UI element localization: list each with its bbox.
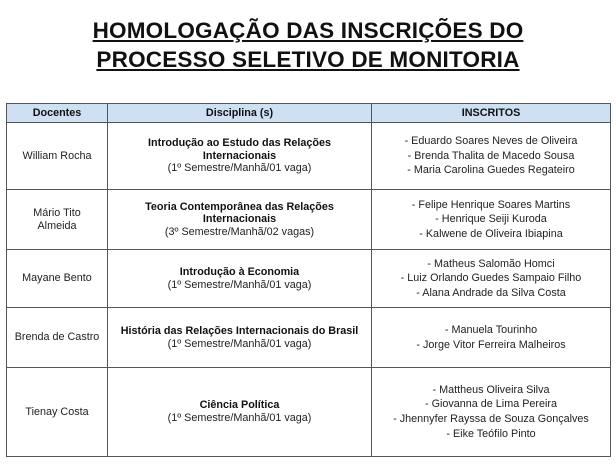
disciplina-detail: (1º Semestre/Manhã/01 vaga) — [167, 278, 312, 291]
inscrito-item: - Giovanna de Lima Pereira — [424, 398, 558, 411]
docente-cell: Brenda de Castro — [7, 308, 108, 368]
docente-cell: Mário Tito Almeida — [7, 190, 108, 250]
docente-cell: Mayane Bento — [7, 250, 108, 308]
inscrito-item: - Mattheus Oliveira Silva — [432, 383, 550, 396]
document-title — [0, 16, 616, 74]
disciplina-name: Teoria Contemporânea das Relações Internacionais — [145, 200, 334, 226]
table-row — [7, 308, 611, 368]
table-row — [7, 190, 611, 250]
inscrito-item: - Jorge Vitor Ferreira Malheiros — [416, 338, 566, 351]
inscrito-item: - Manuela Tourinho — [444, 323, 538, 336]
inscritos-cell — [372, 123, 611, 190]
disciplina-name: Ciência Política — [199, 399, 280, 412]
inscrito-item: - Kalwene de Oliveira Ibiapina — [419, 227, 563, 240]
inscritos-cell — [372, 250, 611, 308]
header-disciplina: Disciplina (s) — [108, 104, 372, 123]
docente-cell: William Rocha — [7, 123, 108, 190]
disciplina-detail: (1º Semestre/Manhã/01 vaga) — [167, 337, 312, 350]
applicants-table — [6, 103, 611, 457]
disciplina-cell — [108, 250, 372, 308]
table-row — [7, 368, 611, 457]
title-line-1: HOMOLOGAÇÃO DAS INSCRIÇÕES DO — [92, 18, 524, 43]
disciplina-name: Introdução ao Estudo das Relações Internacionais — [148, 137, 331, 162]
disciplina-name: História das Relações Internacionais do Brasil — [120, 324, 359, 337]
inscritos-cell — [372, 308, 611, 368]
inscrito-item: - Luiz Orlando Guedes Sampaio Filho — [400, 272, 582, 285]
inscrito-item: - Henrique Seiji Kuroda — [435, 213, 547, 226]
docente-cell: Tienay Costa — [7, 368, 108, 457]
header-inscritos: INSCRITOS — [372, 104, 611, 123]
header-docentes: Docentes — [7, 104, 108, 123]
inscrito-item: - Maria Carolina Guedes Regateiro — [407, 164, 575, 177]
inscrito-item: - Matheus Salomão Homci — [427, 257, 555, 270]
disciplina-detail: (1º Semestre/Manhã/01 vaga) — [167, 412, 312, 424]
inscrito-item: - Brenda Thalita de Macedo Sousa — [407, 149, 575, 162]
disciplina-cell — [108, 190, 372, 250]
disciplina-detail: (3º Semestre/Manhã/02 vagas) — [164, 225, 315, 238]
disciplina-cell — [108, 308, 372, 368]
inscritos-cell — [372, 190, 611, 250]
inscrito-item: - Alana Andrade da Silva Costa — [416, 286, 566, 299]
inscritos-cell — [372, 368, 611, 457]
inscrito-item: - Felipe Henrique Soares Martins — [411, 198, 571, 211]
inscrito-item: - Eike Teófilo Pinto — [446, 427, 536, 440]
disciplina-cell — [108, 368, 372, 457]
inscrito-item: - Jhennyfer Rayssa de Souza Gonçalves — [393, 413, 589, 425]
disciplina-name: Introdução à Economia — [179, 265, 300, 278]
disciplina-detail: (1º Semestre/Manhã/01 vaga) — [167, 162, 312, 175]
table-row — [7, 123, 611, 190]
table-row — [7, 250, 611, 308]
inscrito-item: - Eduardo Soares Neves de Oliveira — [404, 135, 578, 148]
disciplina-cell — [108, 123, 372, 190]
table-header-row — [7, 104, 611, 123]
title-line-2: PROCESSO SELETIVO DE MONITORIA — [96, 47, 520, 72]
